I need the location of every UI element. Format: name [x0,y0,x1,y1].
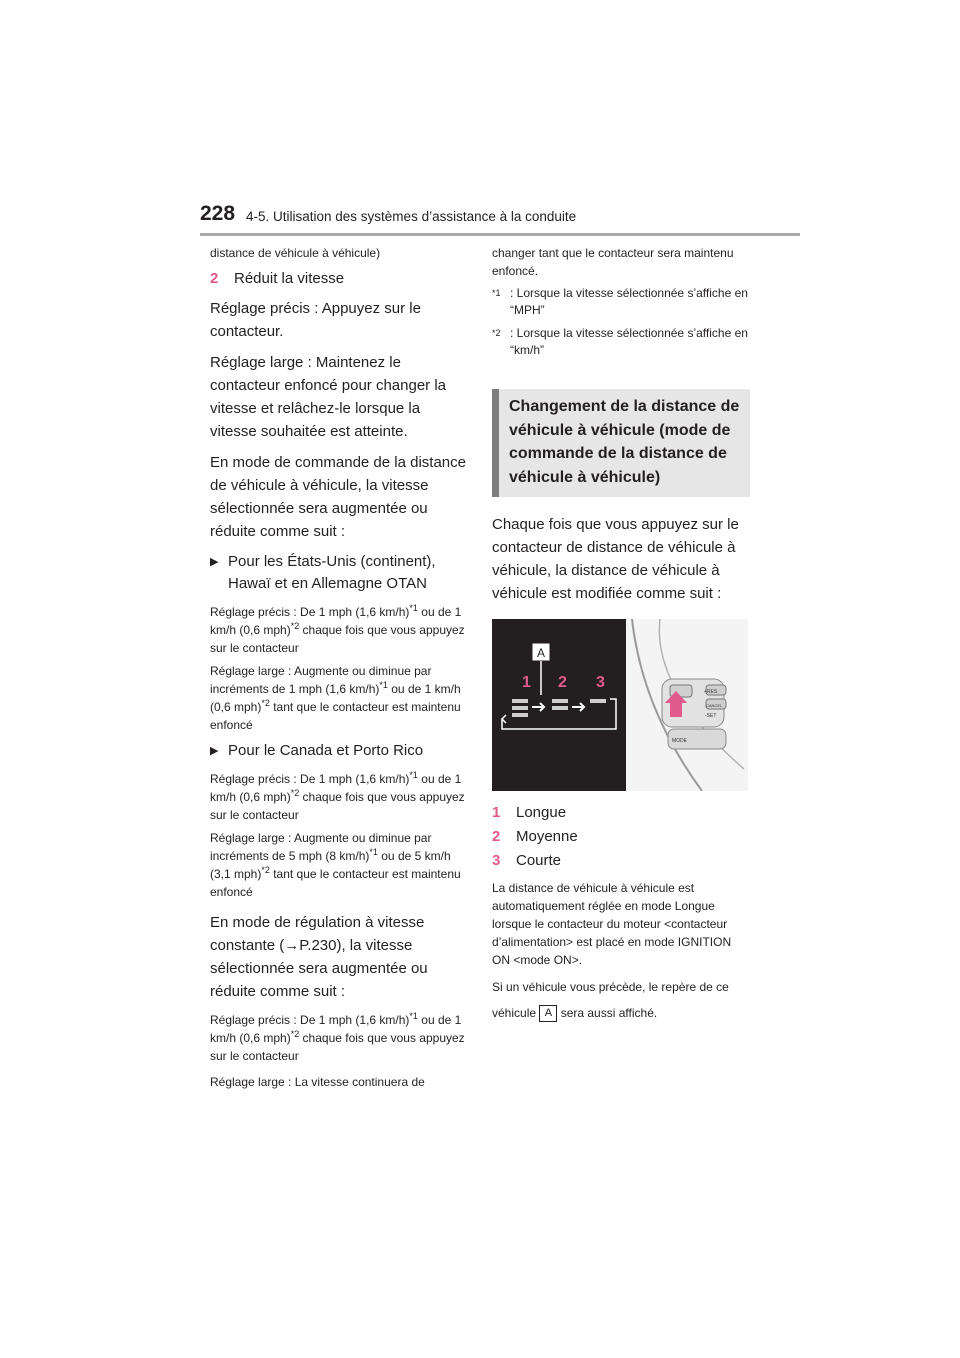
set-button-label: -SET [705,713,717,719]
vehicle-marker-a: A [539,1005,557,1022]
bullet-us [210,551,468,595]
header-rule [200,233,800,236]
item-number: 3 [492,852,501,869]
footnote-text: : Lorsque la vitesse sélectionnée s’affiche en “km/h” [510,326,748,357]
cancel-button-label: CANCEL [706,703,723,708]
footnote-mark: *1 [492,288,501,298]
item-number: 2 [492,828,501,845]
steering-switch-illustration [492,619,748,791]
footnote-mark: *2 [492,328,501,338]
figure-number-1: 1 [522,674,531,691]
right-column [492,244,750,1031]
steering-switch-figure [492,619,748,791]
preceding-vehicle-text: Si un véhicule vous précède, le repère de ce véhicule A sera aussi affiché. [492,974,750,1026]
fine-adjust-text: Réglage précis : Appuyez sur le contacteur. [210,300,421,340]
mode-button-label: MODE [672,738,687,744]
figure-number-2: 2 [558,674,567,691]
res-button-label: +RES [704,689,718,695]
cruise-fine-adjust: Réglage précis : De 1 mph (1,6 km/h)$^{*1}$ ou de 1 km/h (0,6 mph)$^{*2}$ chaque fois que vous appuyez sur le contacteur [210,1011,465,1063]
item-text: Longue [516,804,567,821]
page-number: 228 [200,202,236,225]
footnote-text: : Lorsque la vitesse sélectionnée s’affiche en “MPH” [510,286,748,317]
distance-item-long [492,801,750,825]
item-number: 2 [210,270,219,287]
distance-item-medium [492,825,750,849]
auto-setting-text: La distance de véhicule à véhicule est automatiquement réglée en mode Longue lorsque le contacteur du moteur <contacteur d’alimentation> est placé en mode IGNITION ON <mode ON>. [492,881,732,967]
intro-text: Chaque fois que vous appuyez sur le contacteur de distance de véhicule à véhicule, la distance de véhicule à véhicule est modifiée comme suit : [492,516,739,602]
figure-number-3: 3 [596,674,605,691]
item-text: Moyenne [516,828,578,845]
item-text: Réduit la vitesse [234,270,345,287]
us-fine-adjust: Réglage précis : De 1 mph (1,6 km/h)$^{*1}$ ou de 1 km/h (0,6 mph)$^{*2}$ chaque fois que vous appuyez sur le contacteur [210,603,465,655]
ca-large-adjust: Réglage large : Augmente ou diminue par incréments de 5 mph (8 km/h)$^{*1}$ ou de 5 km/h (3,1 mph)$^{*2}$ tant que le contacteur est maintenu enfoncé [210,831,461,899]
ca-fine-adjust: Réglage précis : De 1 mph (1,6 km/h)$^{*1}$ ou de 1 km/h (0,6 mph)$^{*2}$ chaque fois que vous appuyez sur le contacteur [210,770,465,822]
us-large-adjust: Réglage large : Augmente ou diminue par incréments de 1 mph (1,6 km/h)$^{*1}$ ou de 1 km/h (0,6 mph)$^{*2}$ tant que le contacteur est maintenu enfoncé [210,664,461,732]
item-number: 1 [492,804,501,821]
bullet-us-label: Pour les États-Unis (continent), Hawaï et en Allemagne OTAN [228,553,436,592]
item-reduce-speed [210,267,468,291]
left-column [210,244,468,1096]
triangle-bullet-icon: ▶ [210,745,219,757]
label-a: A [536,646,546,660]
bullet-canada-label: Pour le Canada et Porto Rico [228,742,424,759]
section-title: 4-5. Utilisation des systèmes d’assistance à la conduite [246,209,577,224]
paragraph-continued: distance de véhicule à véhicule) [210,246,381,260]
footnote-2 [492,325,750,359]
footnote-1 [492,285,750,319]
cruise-large-adjust: Réglage large : La vitesse continuera de [210,1075,425,1089]
large-adjust-text: Réglage large : Maintenez le contacteur enfoncé pour changer la vitesse et relâchez-le lorsque la vitesse souhaitée est atteinte. [210,354,446,440]
triangle-bullet-icon: ▶ [210,556,219,568]
distance-item-short [492,849,750,873]
bullet-canada [210,740,468,762]
paragraph-continued-right: changer tant que le contacteur sera maintenu enfoncé. [492,246,734,278]
distance-mode-text: En mode de commande de la distance de véhicule à véhicule, la vitesse sélectionnée sera augmentée ou réduite comme suit : [210,454,466,540]
cruise-mode-text: En mode de régulation à vitesse constante (→P.230), la vitesse sélectionnée sera augmentée ou réduite comme suit : [210,914,428,1000]
item-text: Courte [516,852,562,869]
section-heading: Changement de la distance de véhicule à véhicule (mode de commande de la distance de véhicule à véhicule) [492,389,750,497]
